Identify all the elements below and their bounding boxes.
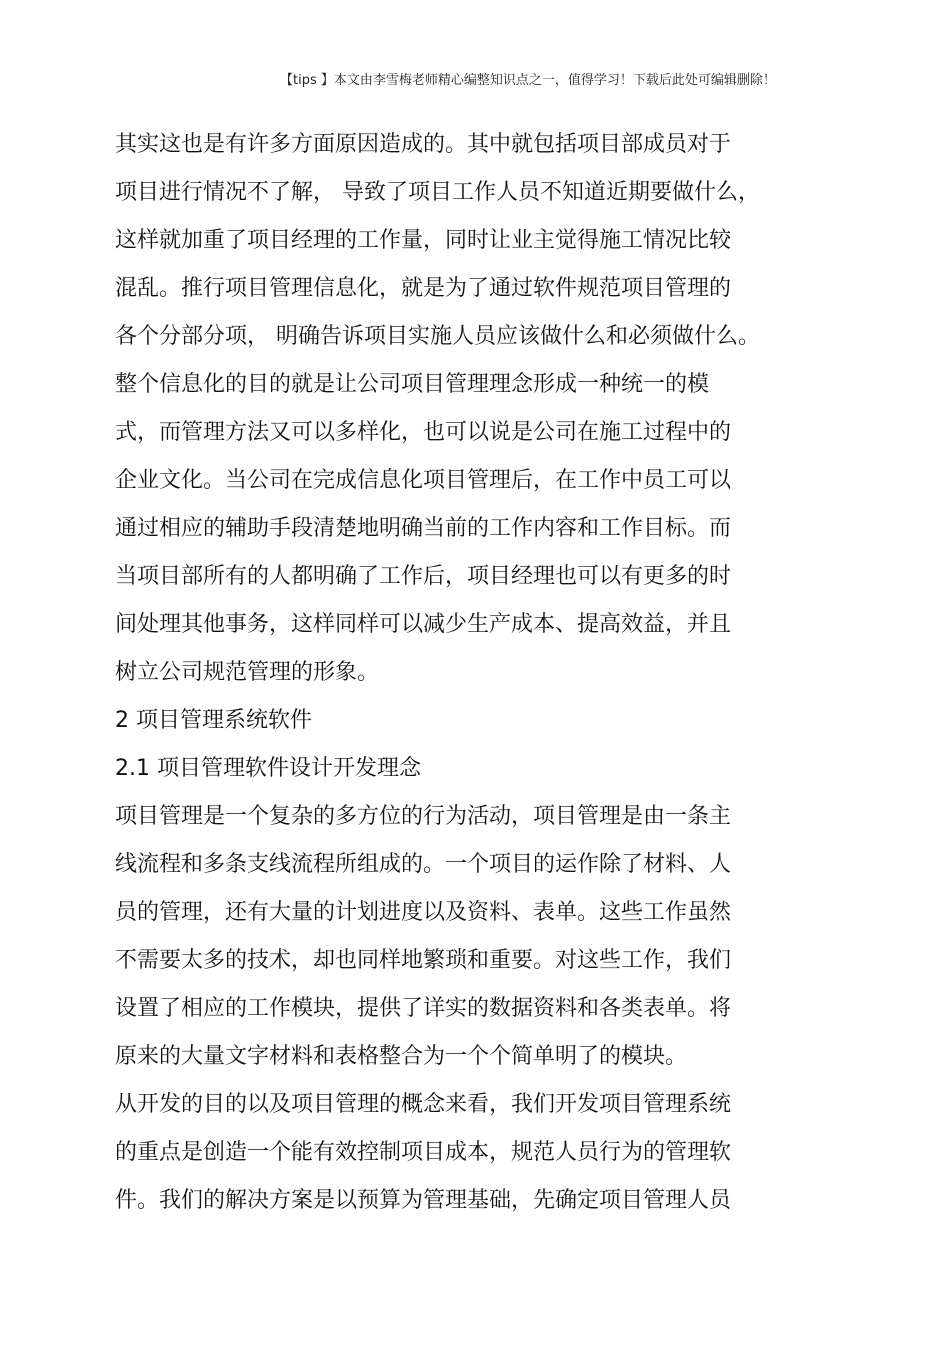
body-line: 其实这也是有许多方面原因造成的。其中就包括项目部成员对于 xyxy=(115,132,732,157)
body-line: 员的管理，还有大量的计划进度以及资料、表单。这些工作虽然 xyxy=(115,900,732,925)
body-line: 件。我们的解决方案是以预算为管理基础，先确定项目管理人员 xyxy=(115,1188,732,1213)
body-line: 这样就加重了项目经理的工作量，同时让业主觉得施工情况比较 xyxy=(115,228,732,253)
body-line: 原来的大量文字材料和表格整合为一个个简单明了的模块。 xyxy=(115,1044,688,1069)
body-line: 企业文化。当公司在完成信息化项目管理后，在工作中员工可以 xyxy=(115,468,732,493)
document-body xyxy=(115,121,875,1225)
body-line: 间处理其他事务，这样同样可以减少生产成本、提高效益，并且 xyxy=(115,612,732,637)
header-tip-note: 【tips 】本文由李雪梅老师精心编整知识点之一，值得学习！下载后此处可编辑删除！ xyxy=(280,73,776,88)
body-line: 式，而管理方法又可以多样化，也可以说是公司在施工过程中的 xyxy=(115,420,732,445)
subsection-heading: 2.1 项目管理软件设计开发理念 xyxy=(115,756,421,781)
body-line: 从开发的目的以及项目管理的概念来看，我们开发项目管理系统 xyxy=(115,1092,732,1117)
body-line: 的重点是创造一个能有效控制项目成本，规范人员行为的管理软 xyxy=(115,1140,732,1165)
body-line: 树立公司规范管理的形象。 xyxy=(115,660,380,685)
body-line: 整个信息化的目的就是让公司项目管理理念形成一种统一的模 xyxy=(115,372,710,397)
body-line: 项目管理是一个复杂的多方位的行为活动，项目管理是由一条主 xyxy=(115,804,732,829)
body-line: 当项目部所有的人都明确了工作后，项目经理也可以有更多的时 xyxy=(115,564,732,589)
body-line: 项目进行情况不了解， 导致了项目工作人员不知道近期要做什么， xyxy=(115,180,760,205)
section-heading: 2 项目管理系统软件 xyxy=(115,708,312,733)
body-line: 混乱。推行项目管理信息化，就是为了通过软件规范项目管理的 xyxy=(115,276,732,301)
body-line: 设置了相应的工作模块，提供了详实的数据资料和各类表单。将 xyxy=(115,996,732,1021)
body-line: 线流程和多条支线流程所组成的。一个项目的运作除了材料、人 xyxy=(115,852,732,877)
body-line: 通过相应的辅助手段清楚地明确当前的工作内容和工作目标。而 xyxy=(115,516,732,541)
body-line: 不需要太多的技术，却也同样地繁琐和重要。对这些工作，我们 xyxy=(115,948,732,973)
body-line: 各个分部分项， 明确告诉项目实施人员应该做什么和必须做什么。 xyxy=(115,324,760,349)
